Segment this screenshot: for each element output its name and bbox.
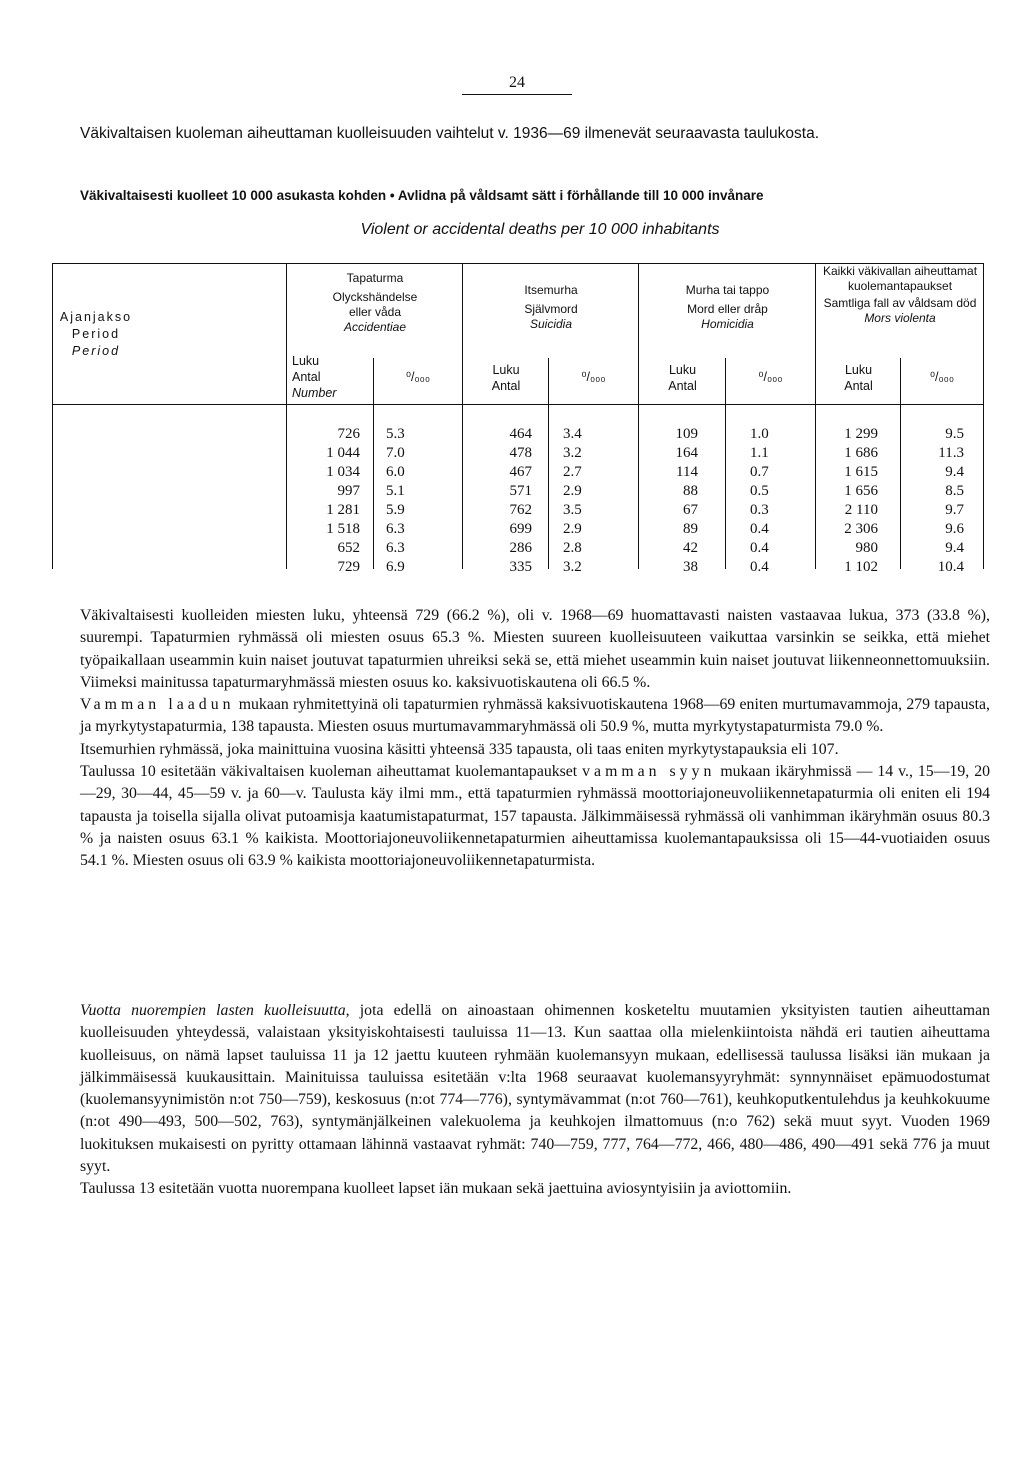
period-header: Ajanjakso Period Period (59, 310, 133, 358)
page-number: 24 (462, 74, 572, 95)
subheader-all-rate: ⁰/₀₀₀ (929, 370, 955, 384)
table-row: 729 6.9 335 3.2 38 0.4 1 102 10.4 (337, 559, 964, 575)
subheader-hom-rate: ⁰/₀₀₀ (758, 370, 783, 384)
header-all-violent: Kaikki väkivallan aiheuttamat kuolemantapaukset Samtliga fall av våldsam död Mors violenta (822, 264, 978, 325)
paragraph-men-share: Väkivaltaisesti kuolleiden miesten luku, yhteensä 729 (66.2 %), oli v. 1968—69 huomattavasti naisten vastaavaa lukua, 373 (33.8 %), suurempi. Tapaturmien ryhmässä oli miesten osuus 65.3 %. Miesten suureen kuolleisuuteen vaikuttaa varsinkin se seikka, että miehet työpaikallaan useammin kuin naiset joutuvat tapaturmien uhreiksi sekä se, että miehet useammin kuin naiset joutuvat liikenneonnettomuuksiin. Viimeksi mainitussa tapaturmaryhmässä miesten osuus ko. kaksivuotiskautena oli 66.5 %. (80, 607, 990, 691)
table-row: 1 034 6.0 467 2.7 114 0.7 1 615 9.4 (326, 464, 964, 480)
body-text-1 (80, 605, 990, 873)
table-title-en: Violent or accidental deaths per 10 000 inhabitants (360, 221, 720, 238)
table-title-fi-sv: Väkivaltaisesti kuolleet 10 000 asukasta kohden • Avlidna på våldsamt sätt i förhållande till 10 000 invånare (80, 188, 764, 203)
table-row: 997 5.1 571 2.9 88 0.5 1 656 8.5 (337, 483, 964, 499)
subheader-acc-count: Luku Antal Number (292, 354, 337, 400)
subheader-acc-rate: ⁰/₀₀₀ (405, 370, 431, 384)
header-suicides: Itsemurha Självmord Suicidia (524, 283, 578, 331)
subheader-all-count: Luku Antal (844, 363, 873, 393)
subheader-sui-rate: ⁰/₀₀₀ (581, 370, 606, 384)
table-row: 1 281 5.9 762 3.5 67 0.3 2 110 9.7 (326, 502, 964, 518)
paragraph-table-13: Taulussa 13 esitetään vuotta nuorempana kuolleet lapset iän mukaan sekä jaettuina aviosyntyisiin ja aviottomiin. (80, 1180, 792, 1198)
table-row: 726 5.3 464 3.4 109 1.0 1 299 9.5 (337, 426, 964, 442)
paragraph-injury-type: Vamman laadun mukaan ryhmitettyinä oli tapaturmien ryhmässä kaksivuotiskautena 1968—69 eniten murtumavammoja, 279 tapausta, ja myrkytystapaturmia, 138 tapausta. Miesten osuus murtumavammaryhmässä oli 50.9 %, mutta myrkytystapaturmista 79.0 %. (80, 696, 990, 736)
paragraph-suicides: Itsemurhien ryhmässä, joka mainittuina vuosina käsitti yhteensä 335 tapausta, oli taas eniten myrkytystapauksia eli 107. (80, 740, 839, 758)
deaths-table (52, 263, 984, 575)
subheader-sui-count: Luku Antal (491, 363, 521, 393)
table-row: 652 6.3 286 2.8 42 0.4 980 9.4 (337, 540, 964, 556)
table-row: 1 518 6.3 699 2.9 89 0.4 2 306 9.6 (326, 521, 964, 537)
paragraph-infant-mortality: Vuotta nuorempien lasten kuolleisuutta, jota edellä on ainoastaan ohimennen kosketeltu muutamien yksityisten tautien aiheuttaman kuolleisuuden yhteydessä, valaistaan yksityiskohtaisesti tauluissa 11—13. Kun saattaa olla mielenkiintoista nähdä eri tautien aiheuttama kuolleisuus, on nämä lapset tauluissa 11 ja 12 jaettu kuuteen ryhmään kuolemansyyn mukaan, edellisessä taulussa lisäksi iän mukaan ja jälkimmäisessä kuukausittain. Mainituissa tauluissa esitetään v:lta 1968 seuraavat kuolemansyyryhmät: synnynnäiset epämuodostumat (kuolemansyynimistön n:ot 750—759), keskosuus (n:ot 774—776), syntymävammat (n:ot 760—761), keuhkoputkentulehdus ja keuhkokuume (n:ot 490—493, 500—502, 763), syntymänjälkeinen valekuolema ja keuhkojen ilmattomuus (n:o 762) sekä muut syyt. Vuoden 1969 luokituksen mukaisesti on pyritty ottamaan lähinnä vastaavat ryhmät: 740—759, 777, 764—772, 466, 480—486, 490—491 sekä 776 ja muut syyt. (80, 1002, 990, 1176)
subheader-hom-count: Luku Antal (668, 363, 697, 393)
header-homicides: Murha tai tappo Mord eller dråp Homicidia (685, 283, 770, 331)
body-text-2 (80, 1000, 990, 1201)
table-row: 1 044 7.0 478 3.2 164 1.1 1 686 11.3 (326, 445, 964, 461)
header-accidents: Tapaturma Olyckshändelse eller våda Accidentiae (332, 271, 418, 334)
intro-sentence: Väkivaltaisen kuoleman aiheuttaman kuolleisuuden vaihtelut v. 1936—69 ilmenevät seuraavasta taulukosta. (80, 125, 819, 142)
paragraph-table-10: Taulussa 10 esitetään väkivaltaisen kuoleman aiheuttamat kuolemantapaukset vamman syyn mukaan ikäryhmissä — 14 v., 15—19, 20—29, 30—44, 45—59 v. ja 60—v. Taulusta käy ilmi mm., että tapaturmien ryhmässä moottoriajoneuvoliikennetapaturmia oli eniten eli 194 tapausta ja toisella sijalla olivat putoamisja kaatumistapaturmat, 157 tapausta. Jälkimmäisessä ryhmässä oli vanhimman ikäryhmän osuus 80.3 % ja naisten osuus 63.1 % kaikista. Moottoriajoneuvoliikennetapaturmien aiheuttamissa kuolemantapauksissa oli 15—44-vuotiaiden osuus 54.1 %. Miesten osuus oli 63.9 % kaikista moottoriajoneuvoliikennetapaturmista. (80, 763, 990, 870)
